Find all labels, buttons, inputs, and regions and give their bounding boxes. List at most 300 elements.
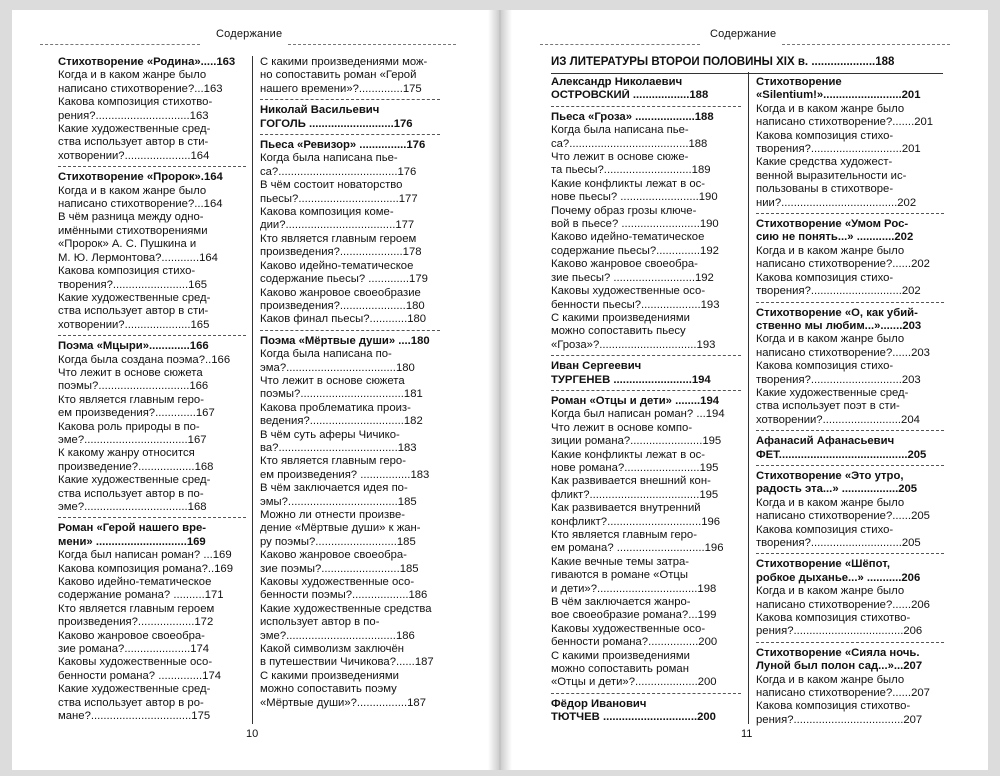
toc-entry[interactable] <box>260 402 440 429</box>
left-page-number: 10 <box>246 728 259 740</box>
toc-entry[interactable] <box>756 103 944 130</box>
toc-entry-line: но сопоставить роман «Герой <box>260 69 417 82</box>
toc-entry-line: ем произведения?.............167 <box>58 407 215 420</box>
toc-entry-line: творения?.............................205 <box>756 537 921 549</box>
entry-separator <box>551 390 741 391</box>
toc-entry-line: Когда и в каком жанре было <box>756 333 905 346</box>
toc-entry-line: радость эта...» ..................205 <box>756 483 918 496</box>
section-header-text: ИЗ ЛИТЕРАТУРЫ ВТОРОЙ ПОЛОВИНЫ XIX в. ....................188 <box>551 56 895 68</box>
toc-entry[interactable] <box>756 700 944 727</box>
toc-entry-line: В чём разница между одно- <box>58 211 204 224</box>
toc-entry-line: Какие конфликты лежат в ос- <box>551 448 706 461</box>
toc-column-4 <box>756 76 944 727</box>
toc-entry-line: Роман «Герой нашего вре- <box>58 522 207 535</box>
toc-heading-entry[interactable] <box>756 435 944 462</box>
toc-entry-line: Когда и в каком жанре было <box>756 244 905 257</box>
toc-entry[interactable] <box>551 422 741 449</box>
toc-entry-line: нии?.....................................202 <box>756 196 917 209</box>
toc-entry[interactable] <box>260 233 440 260</box>
toc-entry[interactable] <box>551 205 741 232</box>
toc-entry-line: нашего времени»?..............175 <box>260 82 422 95</box>
toc-entry-line: Как развивается внешний кон- <box>551 475 711 488</box>
toc-entry-line: бенности пьесы?...................193 <box>551 298 720 311</box>
toc-entry[interactable] <box>58 603 246 630</box>
toc-entry-line: ОСТРОВСКИЙ ..................188 <box>551 89 709 102</box>
toc-entry-line: сию не понять...» ............202 <box>756 231 914 244</box>
toc-entry-line: К какому жанру относится <box>58 447 195 460</box>
entry-separator <box>260 99 440 100</box>
toc-entry-line: са?......................................176 <box>260 165 417 178</box>
toc-heading-entry[interactable] <box>551 111 741 124</box>
toc-entry-line: зие романа?.....................174 <box>58 643 210 656</box>
toc-entry-line: Какие художественные средства <box>260 602 432 615</box>
toc-entry-line: хотворении?.....................165 <box>58 318 210 331</box>
toc-entry-line: Какие вечные темы затра- <box>551 555 690 568</box>
toc-column-3 <box>551 76 741 725</box>
toc-entry-line: С какими произведениями <box>260 669 399 682</box>
right-running-header: Содержание <box>710 28 777 40</box>
toc-entry-line: рения?...................................207 <box>756 713 923 726</box>
toc-entry-line: Стихотворение «Умом Рос- <box>756 218 909 231</box>
toc-entry-line: пользованы в стихотворе- <box>756 183 894 196</box>
toc-heading-entry[interactable] <box>260 104 440 131</box>
toc-entry-line: Какой символизм заключён <box>260 643 405 656</box>
toc-entry-line: дение «Мёртвые души» к жан- <box>260 522 421 535</box>
toc-entry-line: Какова композиция коме- <box>260 206 394 219</box>
toc-entry-line: бенности поэмы?..................186 <box>260 589 428 602</box>
entry-separator <box>756 430 944 431</box>
entry-separator <box>58 517 246 518</box>
toc-heading-entry[interactable] <box>58 56 246 69</box>
entry-separator <box>756 465 944 466</box>
entry-separator <box>551 693 741 694</box>
toc-entry-line: вой в пьесе? .........................190 <box>551 218 719 231</box>
toc-entry-line: ства использует автор в по- <box>58 487 204 500</box>
toc-entry-line: Кто является главным геро- <box>551 529 697 541</box>
toc-entry-line: эме?...................................186 <box>260 629 415 642</box>
toc-entry-line: бенности романа?................200 <box>551 636 718 649</box>
toc-entry-line: Когда был написан роман? ...194 <box>551 408 725 421</box>
toc-heading-entry[interactable] <box>756 647 944 674</box>
section-header-rule <box>551 73 943 74</box>
entry-separator <box>260 134 440 135</box>
toc-entry-line: Кто является главным героем <box>260 232 417 245</box>
toc-entry-line: Какие художественные сред- <box>58 683 211 696</box>
toc-entry-line: Когда и в каком жанре было <box>756 102 905 115</box>
toc-entry[interactable] <box>756 524 944 551</box>
toc-entry[interactable] <box>756 272 944 299</box>
right-page-number: 11 <box>741 728 753 740</box>
toc-entry-line: та пьесы?............................189 <box>551 164 711 177</box>
toc-entry-line: Можно ли отнести произве- <box>260 509 406 521</box>
toc-entry[interactable] <box>756 585 944 612</box>
toc-entry-line: можно сопоставить поэму <box>260 683 397 696</box>
toc-entry-line: Что лежит в основе сюжета <box>58 366 203 379</box>
toc-entry-line: Каковы художественные осо- <box>551 622 706 635</box>
toc-entry-line: Александр Николаевич <box>551 76 683 88</box>
toc-entry-line: Какова композиция стихо- <box>756 271 894 284</box>
toc-entry-line: ру поэмы?..........................185 <box>260 535 416 548</box>
entry-separator <box>58 166 246 167</box>
toc-entry-line: хотворении?.....................164 <box>58 149 210 162</box>
toc-entry-line: ва?......................................183 <box>260 441 417 454</box>
toc-entry[interactable] <box>58 354 246 367</box>
toc-heading-entry[interactable] <box>756 558 944 585</box>
toc-entry-line: мени» .............................169 <box>58 535 206 548</box>
toc-entry[interactable] <box>58 211 246 265</box>
toc-entry[interactable] <box>58 447 246 474</box>
toc-entry-line: Когда была написана пье- <box>260 152 398 165</box>
toc-entry-line: Какова композиция стихотво- <box>756 612 911 625</box>
toc-entry-line: Какова композиция романа?..169 <box>58 562 233 575</box>
right-header-rule-right <box>782 44 950 45</box>
toc-entry-line: Иван Сергеевич <box>551 360 642 373</box>
toc-entry-line: можно сопоставить роман <box>551 663 689 676</box>
toc-entry-line: С какими произведениями мож- <box>260 56 428 68</box>
toc-heading-entry[interactable] <box>58 522 246 549</box>
toc-entry-line: написано стихотворение?......203 <box>756 346 930 359</box>
toc-entry[interactable] <box>58 549 246 562</box>
toc-entry-line: можно сопоставить пьесу <box>551 325 686 338</box>
toc-entry[interactable] <box>260 348 440 375</box>
toc-heading-entry[interactable] <box>551 360 741 387</box>
toc-entry-line: творения?.............................201 <box>756 143 921 156</box>
toc-entry-line: Каково жанровое своеобра- <box>58 629 205 642</box>
toc-entry-line: Роман «Отцы и дети» ........194 <box>551 394 720 407</box>
toc-entry-line: ФЕТ.........................................205 <box>756 448 927 461</box>
toc-entry-line: гиваются в романе «Отцы <box>551 569 689 582</box>
toc-entry-line: написано стихотворение?......206 <box>756 598 930 611</box>
toc-entry-line: венной выразительности ис- <box>756 169 907 182</box>
toc-heading-entry[interactable] <box>756 218 944 245</box>
toc-entry-line: Каков финал пьесы?............180 <box>260 313 427 326</box>
toc-entry-line: и дети»?................................198 <box>551 582 717 595</box>
toc-entry-line: Пьеса «Гроза» ...................188 <box>551 110 714 123</box>
toc-entry-line: Каково жанровое своеобразие <box>260 286 421 299</box>
toc-heading-entry[interactable] <box>58 340 246 353</box>
toc-entry[interactable] <box>260 576 440 603</box>
toc-entry-line: «Пророк» А. С. Пушкина и <box>58 238 197 251</box>
toc-entry-line: Когда была написана пье- <box>551 124 689 137</box>
toc-entry-line: ем произведения? ................183 <box>260 468 430 481</box>
toc-entry[interactable] <box>58 474 246 514</box>
toc-entry[interactable] <box>58 265 246 292</box>
entry-separator <box>551 355 741 356</box>
toc-entry-line: Кто является главным геро- <box>260 455 406 468</box>
toc-entry[interactable] <box>551 475 741 502</box>
toc-entry-line: Что лежит в основе сюже- <box>551 151 689 164</box>
toc-entry-line: Когда был написан роман? ...169 <box>58 549 232 562</box>
toc-entry-line: ства использует автор в сти- <box>58 136 209 149</box>
toc-entry-line: содержание пьесы? .............179 <box>260 273 428 286</box>
toc-entry-line: Стихотворение <box>756 76 842 88</box>
toc-entry-line: нове пьесы? .........................190 <box>551 191 718 204</box>
toc-entry-line: Стихотворение «Пророк».164 <box>58 171 223 184</box>
toc-entry-line: конфликт?..............................196 <box>551 515 721 528</box>
toc-entry[interactable] <box>260 313 440 326</box>
toc-entry-line: Почему образ грозы ключе- <box>551 204 697 217</box>
toc-entry[interactable] <box>551 650 741 690</box>
toc-entry-line: Луной был полон сад...»...207 <box>756 660 923 673</box>
toc-entry-line: произведение?..................168 <box>58 460 214 473</box>
toc-entry-line: имёнными стихотворениями <box>58 224 208 237</box>
toc-entry-line: эме?.................................168 <box>58 501 207 513</box>
toc-entry[interactable] <box>756 245 944 272</box>
toc-entry-line: Когда и в каком жанре было <box>756 673 905 686</box>
toc-entry-line: Поэма «Мцыри».............166 <box>58 340 209 353</box>
entry-separator <box>756 213 944 214</box>
toc-entry-line: Каково идейно-тематическое <box>58 576 212 589</box>
toc-entry[interactable] <box>756 612 944 639</box>
toc-entry[interactable] <box>756 497 944 524</box>
toc-entry-line: Каковы художественные осо- <box>551 285 706 298</box>
toc-entry-line: Кто является главным геро- <box>58 393 204 406</box>
toc-entry-line: написано стихотворение?......207 <box>756 687 930 700</box>
toc-entry[interactable] <box>551 151 741 178</box>
toc-entry-line: творения?........................165 <box>58 278 208 291</box>
right-header-rule <box>540 44 700 45</box>
toc-entry[interactable] <box>756 156 944 210</box>
toc-entry-line: хотворении?.........................204 <box>756 413 920 426</box>
toc-entry[interactable] <box>260 56 440 96</box>
toc-entry-line: Стихотворение «Сияла ночь. <box>756 646 920 659</box>
toc-entry[interactable] <box>58 394 246 421</box>
toc-entry[interactable] <box>551 408 741 421</box>
toc-entry[interactable] <box>551 502 741 529</box>
toc-entry[interactable] <box>58 630 246 657</box>
toc-entry-line: рения?...................................206 <box>756 625 923 638</box>
toc-entry-line: Какие средства художест- <box>756 156 893 169</box>
toc-entry[interactable] <box>260 152 440 179</box>
toc-entry-line: рения?..............................163 <box>58 109 209 122</box>
toc-entry[interactable] <box>58 656 246 683</box>
toc-entry[interactable] <box>260 455 440 482</box>
toc-entry[interactable] <box>58 185 246 212</box>
toc-entry-line: ства использует автор в ро- <box>58 696 204 709</box>
toc-entry-line: зие пьесы? ..........................192 <box>551 271 714 284</box>
entry-separator <box>756 642 944 643</box>
toc-entry[interactable] <box>551 178 741 205</box>
toc-entry[interactable] <box>551 258 741 285</box>
book-gutter <box>488 10 512 770</box>
toc-column-2 <box>260 56 440 710</box>
toc-heading-entry[interactable] <box>551 698 741 725</box>
toc-entry-line: написано стихотворение?.......201 <box>756 116 934 129</box>
toc-entry[interactable] <box>551 124 741 151</box>
toc-entry-line: Как развивается внутренний <box>551 502 701 515</box>
toc-entry-line: Когда была написана по- <box>260 348 392 361</box>
toc-entry-line: мане?................................175 <box>58 710 211 723</box>
toc-entry-line: Какова композиция стихотво- <box>756 700 911 713</box>
toc-entry[interactable] <box>260 603 440 643</box>
toc-entry[interactable] <box>260 482 440 509</box>
toc-entry-line: «Мёртвые души»?................187 <box>260 696 426 709</box>
toc-entry[interactable] <box>58 123 246 163</box>
toc-entry-line: творения?.............................202 <box>756 285 921 298</box>
toc-entry-line: Какие конфликты лежат в ос- <box>551 177 706 190</box>
toc-entry[interactable] <box>260 643 440 670</box>
toc-entry-line: С какими произведениями <box>551 649 690 662</box>
toc-entry[interactable] <box>551 623 741 650</box>
left-column-divider <box>252 56 253 724</box>
toc-heading-entry[interactable] <box>260 139 440 152</box>
toc-entry-line: ГОГОЛЬ ...........................176 <box>260 117 413 130</box>
toc-column-1 <box>58 56 246 724</box>
toc-heading-entry[interactable] <box>756 470 944 497</box>
left-header-rule-right <box>288 44 456 45</box>
toc-entry-line: Николай Васильевич <box>260 104 380 117</box>
toc-entry[interactable] <box>551 285 741 312</box>
entry-separator <box>756 302 944 303</box>
entry-separator <box>551 106 741 107</box>
toc-entry-line: написано стихотворение?......205 <box>756 510 930 523</box>
left-header-rule <box>40 44 200 45</box>
toc-heading-entry[interactable] <box>58 171 246 184</box>
toc-entry-line: Каковы художественные осо- <box>260 576 415 589</box>
toc-heading-entry[interactable] <box>756 76 944 103</box>
toc-entry-line: произведения?..................172 <box>58 616 214 629</box>
toc-entry-line: В чём суть аферы Чичико- <box>260 428 400 441</box>
toc-entry-line: поэмы?.................................181 <box>260 388 423 401</box>
toc-entry-line: написано стихотворение?...163 <box>58 82 223 95</box>
right-column-divider <box>748 72 749 724</box>
toc-entry-line: Какие художественные сред- <box>58 474 211 487</box>
toc-entry[interactable] <box>58 683 246 723</box>
toc-entry-line: Стихотворение «О, как убий- <box>756 306 918 319</box>
toc-entry-line: дии?...................................177 <box>260 219 415 232</box>
toc-heading-entry[interactable] <box>756 307 944 334</box>
toc-entry[interactable] <box>551 231 741 258</box>
toc-entry-line: Какие художественные сред- <box>58 123 211 136</box>
toc-entry-line: произведения?.....................180 <box>260 299 425 312</box>
toc-entry-line: «Отцы и дети»?....................200 <box>551 676 717 689</box>
toc-entry-line: Стихотворение «Родина».....163 <box>58 56 236 68</box>
toc-entry-line: в путешествии Чичикова?......187 <box>260 656 434 669</box>
toc-entry[interactable] <box>260 206 440 233</box>
toc-entry[interactable] <box>58 421 246 448</box>
toc-entry-line: С какими произведениями <box>551 311 690 324</box>
toc-entry-line: ства использует поэт в сти- <box>756 400 900 413</box>
toc-entry-line: ственно мы любим...».......203 <box>756 319 922 332</box>
toc-entry-line: Когда и в каком жанре было <box>756 496 905 509</box>
toc-entry[interactable] <box>756 674 944 701</box>
toc-entry-line: Какова композиция стихотво- <box>58 96 213 109</box>
toc-entry-line: содержание пьесы?..............192 <box>551 244 719 257</box>
toc-entry[interactable] <box>551 312 741 352</box>
toc-entry-line: Фёдор Иванович <box>551 697 647 710</box>
toc-entry-line: написано стихотворение?...164 <box>58 198 223 211</box>
toc-entry-line: Какова роль природы в по- <box>58 420 200 433</box>
toc-entry-line: зиции романа?.......................195 <box>551 435 722 448</box>
toc-heading-entry[interactable] <box>260 335 440 348</box>
toc-entry[interactable] <box>58 292 246 332</box>
toc-entry[interactable] <box>260 429 440 456</box>
toc-entry[interactable] <box>756 333 944 360</box>
toc-entry-line: Кто является главным героем <box>58 602 215 615</box>
toc-heading-entry[interactable] <box>551 76 741 103</box>
toc-entry-line: Стихотворение «Это утро, <box>756 469 904 482</box>
toc-entry-line: Стихотворение «Шёпот, <box>756 558 891 571</box>
toc-entry-line: Что лежит в основе сюжета <box>260 374 405 387</box>
toc-entry-line: ства использует автор в сти- <box>58 305 209 318</box>
toc-entry-line: ТЮТЧЕВ ..............................200 <box>551 711 716 724</box>
toc-entry[interactable] <box>260 509 440 549</box>
toc-entry[interactable] <box>260 375 440 402</box>
toc-entry[interactable] <box>756 360 944 387</box>
left-running-header: Содержание <box>216 28 283 40</box>
toc-entry-line: Каковы художественные осо- <box>58 656 213 669</box>
toc-entry-line: Каково идейно-тематическое <box>260 259 414 272</box>
toc-entry[interactable] <box>58 69 246 96</box>
toc-entry-line: эмы?...................................185 <box>260 495 417 508</box>
toc-entry-line: Какова композиция стихо- <box>756 129 894 142</box>
toc-entry-line: В чём заключается идея по- <box>260 482 408 495</box>
toc-entry[interactable] <box>260 549 440 576</box>
toc-entry-line: вое своеобразие романа?...199 <box>551 609 717 622</box>
toc-entry-line: Афанасий Афанасьевич <box>756 435 895 448</box>
toc-entry[interactable] <box>58 576 246 603</box>
entry-separator <box>756 553 944 554</box>
toc-entry-line: нове романа?........................195 <box>551 461 719 474</box>
toc-entry-line: использует автор в по- <box>260 616 380 629</box>
toc-entry[interactable] <box>551 529 741 556</box>
toc-entry-line: «Гроза»?...............................193 <box>551 338 716 351</box>
toc-entry-line: бенности романа? ..............174 <box>58 669 222 682</box>
toc-entry-line: творения?.............................203 <box>756 373 921 386</box>
toc-entry[interactable] <box>551 449 741 476</box>
toc-entry-line: Какова композиция стихо- <box>58 265 196 278</box>
toc-entry[interactable] <box>58 563 246 576</box>
toc-entry-line: Какова композиция стихо- <box>756 360 894 373</box>
toc-entry-line: ведения?..............................182 <box>260 415 423 428</box>
toc-entry[interactable] <box>756 387 944 427</box>
toc-entry-line: поэмы?.............................166 <box>58 380 209 393</box>
toc-entry-line: Поэма «Мёртвые души» ....180 <box>260 334 430 347</box>
toc-entry[interactable] <box>260 287 440 314</box>
toc-entry-line: пьесы?................................177 <box>260 192 418 205</box>
entry-separator <box>58 335 246 336</box>
toc-entry[interactable] <box>551 556 741 596</box>
toc-entry-line: Когда и в каком жанре было <box>756 585 905 598</box>
toc-entry-line: Какова композиция стихо- <box>756 523 894 536</box>
toc-entry-line: Какие художественные сред- <box>756 386 909 399</box>
toc-entry-line: робкое дыханье...» ...........206 <box>756 571 921 584</box>
toc-entry[interactable] <box>260 179 440 206</box>
toc-entry[interactable] <box>260 670 440 710</box>
toc-entry-line: эма?...................................180 <box>260 361 415 374</box>
toc-entry-line: написано стихотворение?......202 <box>756 258 930 271</box>
toc-entry-line: Пьеса «Ревизор» ...............176 <box>260 139 426 152</box>
toc-entry-line: содержание романа? ..........171 <box>58 589 224 602</box>
entry-separator <box>260 330 440 331</box>
toc-entry[interactable] <box>260 260 440 287</box>
toc-entry-line: Когда и в каком жанре было <box>58 69 207 82</box>
toc-entry-line: Каково жанровое своеобра- <box>551 258 698 271</box>
toc-entry-line: произведения?....................178 <box>260 246 422 259</box>
toc-entry[interactable] <box>58 367 246 394</box>
toc-entry-line: эме?.................................167 <box>58 433 207 446</box>
toc-heading-entry[interactable] <box>551 395 741 408</box>
toc-entry-line: фликт?...................................195 <box>551 488 719 501</box>
toc-entry-line: Какова проблематика произ- <box>260 401 411 414</box>
toc-entry[interactable] <box>756 130 944 157</box>
toc-entry[interactable] <box>58 96 246 123</box>
toc-entry-line: са?......................................188 <box>551 137 708 150</box>
toc-entry-line: Что лежит в основе компо- <box>551 421 693 434</box>
toc-entry-line: «Silentium!».........................201 <box>756 89 921 102</box>
toc-entry[interactable] <box>551 596 741 623</box>
toc-entry-line: зие поэмы?.........................185 <box>260 562 419 575</box>
